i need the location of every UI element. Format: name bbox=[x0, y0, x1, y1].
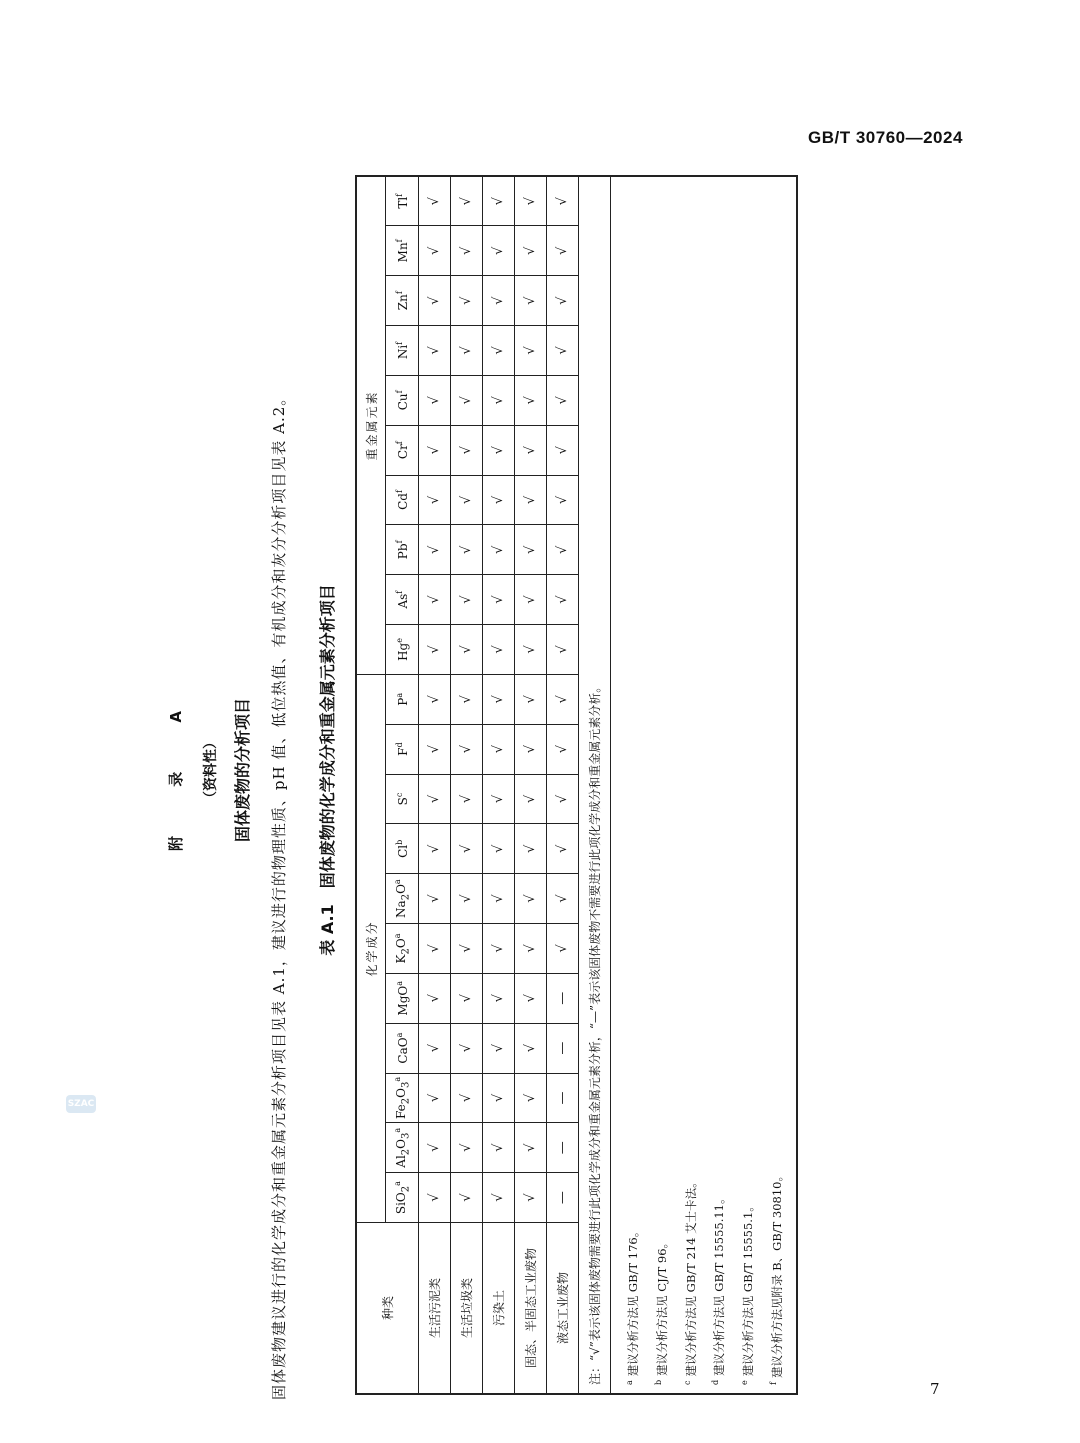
table-cell-mark: — bbox=[547, 1173, 579, 1223]
table-cell-mark: √ bbox=[419, 326, 451, 376]
table-cell-mark: √ bbox=[419, 625, 451, 675]
column-header: MgO$^a$ bbox=[386, 973, 419, 1023]
table-cell-mark: √ bbox=[419, 1123, 451, 1173]
table-cell-mark: √ bbox=[451, 326, 483, 376]
document-code: GB/T 30760—2024 bbox=[808, 128, 963, 147]
annex-name: 固体废物的分析项目 bbox=[233, 698, 252, 843]
table-group-header-row bbox=[356, 176, 386, 1394]
column-header: Tl$^f$ bbox=[386, 176, 419, 226]
footnote-text: 建议分析方法见 GB/T 15555.1。 bbox=[741, 1200, 756, 1377]
table-cell-mark: — bbox=[547, 973, 579, 1023]
table-cell-mark: √ bbox=[483, 375, 515, 425]
table-cell-mark: √ bbox=[515, 924, 547, 974]
table-cell-mark: √ bbox=[451, 774, 483, 824]
table-cell-mark: √ bbox=[451, 674, 483, 724]
table-row bbox=[483, 176, 515, 1394]
table-body bbox=[419, 176, 797, 1394]
table-cell-mark: √ bbox=[515, 276, 547, 326]
table-cell-mark: √ bbox=[547, 724, 579, 774]
column-header: $Al_2O_3^a$ bbox=[386, 1123, 419, 1173]
column-header: Pb$^f$ bbox=[386, 525, 419, 575]
footnote-item bbox=[675, 185, 704, 1385]
table-cell-mark: √ bbox=[451, 575, 483, 625]
column-header: As$^f$ bbox=[386, 575, 419, 625]
table-cell-mark: √ bbox=[483, 176, 515, 226]
column-header: $K_2O^a$ bbox=[386, 924, 419, 974]
footnote-mark: a bbox=[625, 1380, 634, 1385]
table-cell-mark: — bbox=[547, 1023, 579, 1073]
table-cell-mark: √ bbox=[419, 774, 451, 824]
row-species-name: 液态工业废物 bbox=[547, 1223, 579, 1395]
footnote-item bbox=[732, 185, 761, 1385]
table-row bbox=[451, 176, 483, 1394]
intro-paragraph: 固体废物建议进行的化学成分和重金属元素分析项目见表 A.1，建议进行的物理性质、pH 值、低位热值、有机成分和灰分分析项目见表 A.2。 bbox=[270, 389, 288, 1400]
table-cell-mark: — bbox=[547, 1123, 579, 1173]
table-cell-mark: √ bbox=[483, 625, 515, 675]
table-cell-mark: √ bbox=[483, 724, 515, 774]
table-cell-mark: √ bbox=[419, 525, 451, 575]
table-cell-mark: √ bbox=[547, 525, 579, 575]
table-cell-mark: √ bbox=[515, 375, 547, 425]
footnote-item bbox=[617, 185, 646, 1385]
table-cell-mark: √ bbox=[547, 674, 579, 724]
annex-nature: （资料性） bbox=[203, 735, 219, 805]
table-cell-mark: √ bbox=[515, 625, 547, 675]
chemical-group-header: 化学成分 bbox=[356, 674, 386, 1222]
column-header: Cl$^b$ bbox=[386, 824, 419, 874]
table-cell-mark: √ bbox=[451, 973, 483, 1023]
row-species-name: 固态、半固态工业废物 bbox=[515, 1223, 547, 1395]
annex-title: 附 录 A bbox=[167, 688, 185, 852]
table-cell-mark: √ bbox=[547, 625, 579, 675]
column-header: Zn$^f$ bbox=[386, 276, 419, 326]
heavy-metal-group-header: 重金属元素 bbox=[356, 176, 386, 674]
table-cell-mark: √ bbox=[451, 475, 483, 525]
column-header: Cu$^f$ bbox=[386, 375, 419, 425]
table-cell-mark: √ bbox=[483, 1073, 515, 1123]
table-cell-mark: √ bbox=[515, 425, 547, 475]
table-cell-mark: √ bbox=[515, 874, 547, 924]
column-header: $Fe_2O_3^a$ bbox=[386, 1073, 419, 1123]
table-cell-mark: √ bbox=[419, 375, 451, 425]
table-cell-mark: √ bbox=[451, 425, 483, 475]
table-cell-mark: √ bbox=[419, 724, 451, 774]
table-cell-mark: √ bbox=[515, 1023, 547, 1073]
table-cell-mark: √ bbox=[515, 575, 547, 625]
table-cell-mark: √ bbox=[451, 724, 483, 774]
table-cell-mark: √ bbox=[483, 874, 515, 924]
table-cell-mark: √ bbox=[515, 326, 547, 376]
column-header: $P^a$ bbox=[386, 674, 419, 724]
table-cell-mark: √ bbox=[451, 176, 483, 226]
column-header: Cr$^f$ bbox=[386, 425, 419, 475]
column-header: Ni$^f$ bbox=[386, 326, 419, 376]
table-footnotes-row bbox=[611, 176, 797, 1394]
table-cell-mark: √ bbox=[451, 375, 483, 425]
table-cell-mark: √ bbox=[483, 475, 515, 525]
footnote-mark: e bbox=[740, 1380, 750, 1385]
table-cell-mark: √ bbox=[419, 924, 451, 974]
table-cell-mark: √ bbox=[483, 425, 515, 475]
watermark-logo: SZAC bbox=[66, 1095, 96, 1113]
table-cell-mark: √ bbox=[419, 973, 451, 1023]
column-header: CaO$^a$ bbox=[386, 1023, 419, 1073]
column-header: SiO$_2^a$ bbox=[386, 1173, 419, 1223]
table-row bbox=[515, 176, 547, 1394]
rotated-page-content bbox=[70, 140, 1030, 1400]
footnote-item bbox=[703, 185, 732, 1385]
table-cell-mark: — bbox=[547, 1073, 579, 1123]
table-cell-mark: √ bbox=[419, 1173, 451, 1223]
column-header: $Na_2O^a$ bbox=[386, 874, 419, 924]
footnote-mark: b bbox=[653, 1379, 663, 1385]
table-cell-mark: √ bbox=[515, 226, 547, 276]
table-cell-mark: √ bbox=[451, 1073, 483, 1123]
table-cell-mark: √ bbox=[483, 674, 515, 724]
footnote-item bbox=[646, 185, 675, 1385]
table-cell-mark: √ bbox=[451, 1023, 483, 1073]
table-cell-mark: √ bbox=[451, 226, 483, 276]
table-cell-mark: √ bbox=[547, 226, 579, 276]
column-header: Hg$^e$ bbox=[386, 625, 419, 675]
footnote-text: 建议分析方法见 GB/T 176。 bbox=[625, 1225, 640, 1377]
table-note-row bbox=[579, 176, 611, 1394]
table-cell-mark: √ bbox=[451, 924, 483, 974]
table-cell-mark: √ bbox=[547, 326, 579, 376]
table-cell-mark: √ bbox=[483, 973, 515, 1023]
table-cell-mark: √ bbox=[451, 1173, 483, 1223]
table-cell-mark: √ bbox=[515, 973, 547, 1023]
table-cell-mark: √ bbox=[515, 1073, 547, 1123]
table-cell-mark: √ bbox=[483, 1173, 515, 1223]
footnote-text: 建议分析方法见 GB/T 15555.11。 bbox=[712, 1192, 727, 1376]
species-header: 种类 bbox=[356, 1223, 419, 1395]
column-header: Mn$^f$ bbox=[386, 226, 419, 276]
table-cell-mark: √ bbox=[515, 1123, 547, 1173]
footnote-text: 建议分析方法见 CJ/T 96。 bbox=[654, 1236, 669, 1376]
table-column-header-row bbox=[386, 176, 419, 1394]
column-header: Cd$^f$ bbox=[386, 475, 419, 525]
table-caption: 表 A.1 固体废物的化学成分和重金属元素分析项目 bbox=[318, 584, 337, 956]
table-note: 注：“√”表示该固体废物需要进行此项化学成分和重金属元素分析，“—”表示该固体废物不需要进行此项化学成分和重金属元素分析。 bbox=[579, 176, 611, 1394]
table-cell-mark: √ bbox=[483, 326, 515, 376]
table-cell-mark: √ bbox=[515, 774, 547, 824]
footnote-mark: c bbox=[682, 1380, 692, 1385]
table-cell-mark: √ bbox=[483, 226, 515, 276]
table-cell-mark: √ bbox=[483, 525, 515, 575]
table-cell-mark: √ bbox=[547, 375, 579, 425]
table-cell-mark: √ bbox=[483, 824, 515, 874]
footnote-text: 建议分析方法见 GB/T 214 艾士卡法。 bbox=[683, 1176, 698, 1377]
table-cell-mark: √ bbox=[419, 475, 451, 525]
table-cell-mark: √ bbox=[515, 475, 547, 525]
table-cell-mark: √ bbox=[451, 874, 483, 924]
table-cell-mark: √ bbox=[547, 824, 579, 874]
table-cell-mark: √ bbox=[483, 1123, 515, 1173]
table-cell-mark: √ bbox=[547, 924, 579, 974]
footnote-mark: f bbox=[769, 1382, 779, 1385]
table-cell-mark: √ bbox=[419, 176, 451, 226]
table-cell-mark: √ bbox=[451, 824, 483, 874]
table-row bbox=[547, 176, 579, 1394]
row-species-name: 生活垃圾类 bbox=[451, 1223, 483, 1395]
table-cell-mark: √ bbox=[515, 674, 547, 724]
table-cell-mark: √ bbox=[483, 774, 515, 824]
table-cell-mark: √ bbox=[547, 276, 579, 326]
row-species-name: 污染土 bbox=[483, 1223, 515, 1395]
table-cell-mark: √ bbox=[419, 276, 451, 326]
table-cell-mark: √ bbox=[547, 774, 579, 824]
table-cell-mark: √ bbox=[419, 874, 451, 924]
table-cell-mark: √ bbox=[419, 575, 451, 625]
column-header: $S^c$ bbox=[386, 774, 419, 824]
table-cell-mark: √ bbox=[515, 525, 547, 575]
footnote-item bbox=[761, 185, 790, 1385]
table-cell-mark: √ bbox=[515, 724, 547, 774]
column-header: $F^d$ bbox=[386, 724, 419, 774]
table-cell-mark: √ bbox=[419, 1023, 451, 1073]
table-cell-mark: √ bbox=[515, 1173, 547, 1223]
table-cell-mark: √ bbox=[419, 674, 451, 724]
table-cell-mark: √ bbox=[483, 1023, 515, 1073]
footnote-mark: d bbox=[711, 1379, 721, 1385]
table-cell-mark: √ bbox=[483, 575, 515, 625]
table-cell-mark: √ bbox=[451, 276, 483, 326]
table-cell-mark: √ bbox=[547, 874, 579, 924]
page-number: 7 bbox=[930, 1380, 940, 1398]
table-cell-mark: √ bbox=[419, 1073, 451, 1123]
row-species-name: 生活污泥类 bbox=[419, 1223, 451, 1395]
table-cell-mark: √ bbox=[451, 525, 483, 575]
table-cell-mark: √ bbox=[483, 924, 515, 974]
table-cell-mark: √ bbox=[547, 475, 579, 525]
table-cell-mark: √ bbox=[547, 575, 579, 625]
footnote-text: 建议分析方法见附录 B、GB/T 30810。 bbox=[769, 1170, 784, 1379]
table-cell-mark: √ bbox=[419, 425, 451, 475]
table-cell-mark: √ bbox=[419, 824, 451, 874]
table-cell-mark: √ bbox=[515, 176, 547, 226]
table-footnotes bbox=[611, 176, 797, 1394]
table-cell-mark: √ bbox=[451, 625, 483, 675]
table-cell-mark: √ bbox=[547, 425, 579, 475]
table-cell-mark: √ bbox=[419, 226, 451, 276]
table-cell-mark: √ bbox=[515, 824, 547, 874]
table-cell-mark: √ bbox=[483, 276, 515, 326]
table-cell-mark: √ bbox=[547, 176, 579, 226]
analysis-table bbox=[355, 175, 798, 1395]
table-row bbox=[419, 176, 451, 1394]
table-cell-mark: √ bbox=[451, 1123, 483, 1173]
